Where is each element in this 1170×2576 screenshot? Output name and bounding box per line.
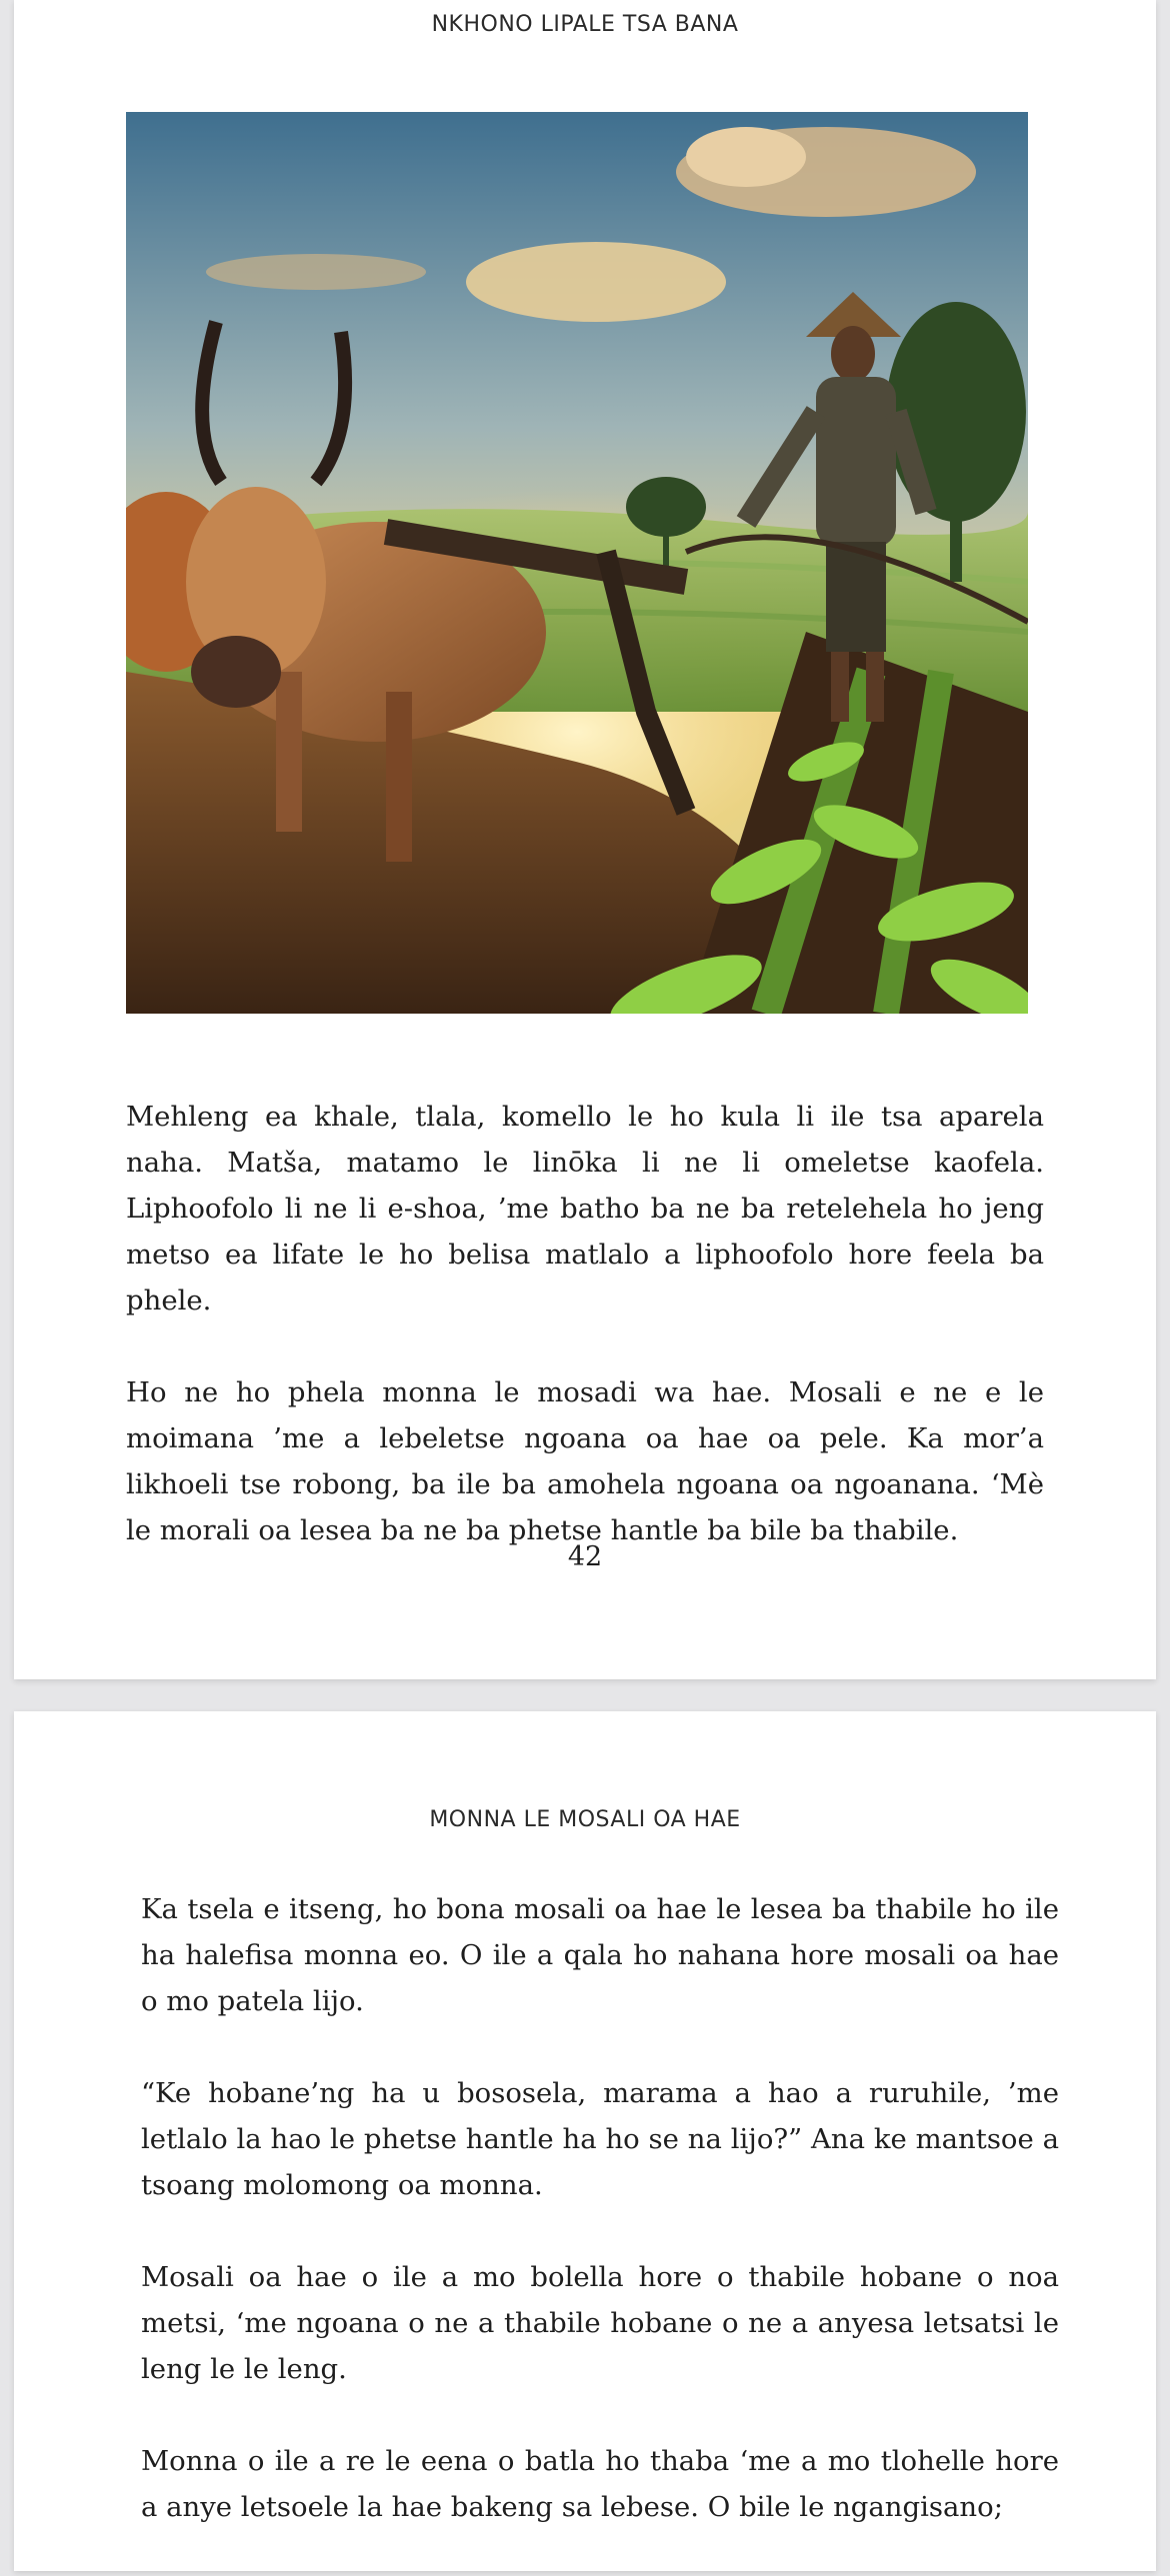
page-number: 42 xyxy=(567,1541,603,1572)
body-text xyxy=(141,1886,1059,2576)
body-text xyxy=(126,1094,1044,1599)
paragraph: Monna o ile a re le eena o batla ho thaba ‘me a mo tlohelle hore a anye letsoele la hae bakeng sa lebese. O bile le ngangisano; xyxy=(141,2445,1059,2523)
paragraph: Ho ne ho phela monna le mosadi wa hae. Mosali e ne e le moimana ’me a lebeletse ngoana oa hae oa pele. Ka mor’a likhoeli tse robong, ba ile ba amohela ngoana oa ngoanana. ‘Mè le morali oa lesea ba ne ba phetse hantle ba bile ba thabile. xyxy=(126,1376,1044,1546)
farmer-plowing-illustration xyxy=(126,112,1028,1014)
running-head: NKHONO LIPALE TSA BANA xyxy=(431,12,739,37)
paragraph: Ka tsela e itseng, ho bona mosali oa hae le lesea ba thabile ho ile ha halefisa monna eo. O ile a qala ho nahana hore mosali oa hae o mo patela lijo. xyxy=(141,1893,1059,2017)
paragraph: Mehleng ea khale, tlala, komello le ho kula li ile tsa aparela naha. Matša, matamo le linōka li ne li omeletse kaofela. Liphoofolo li ne li e-shoa, ’me batho ba ne ba retelehela ho jeng metso ea lifate le ho belisa matlalo a liphoofolo hore feela ba phele. xyxy=(126,1101,1044,1316)
running-head: MONNA LE MOSALI OA HAE xyxy=(429,1807,741,1832)
book-page-43 xyxy=(14,1711,1156,2571)
farmer-plowing-with-oxen-illustration xyxy=(126,112,1028,1014)
paragraph: Mosali oa hae o ile a mo bolella hore o thabile hobane o noa metsi, ‘me ngoana o ne a thabile hobane o ne a anyesa letsatsi le leng le le leng. xyxy=(141,2261,1059,2385)
book-page-42 xyxy=(14,0,1156,1679)
paragraph: “Ke hobane’ng ha u bososela, marama a hao a ruruhile, ’me letlalo la hao le phetse hantle ha ho se na lijo?” Ana ke mantsoe a tsoang molomong oa monna. xyxy=(141,2077,1059,2201)
